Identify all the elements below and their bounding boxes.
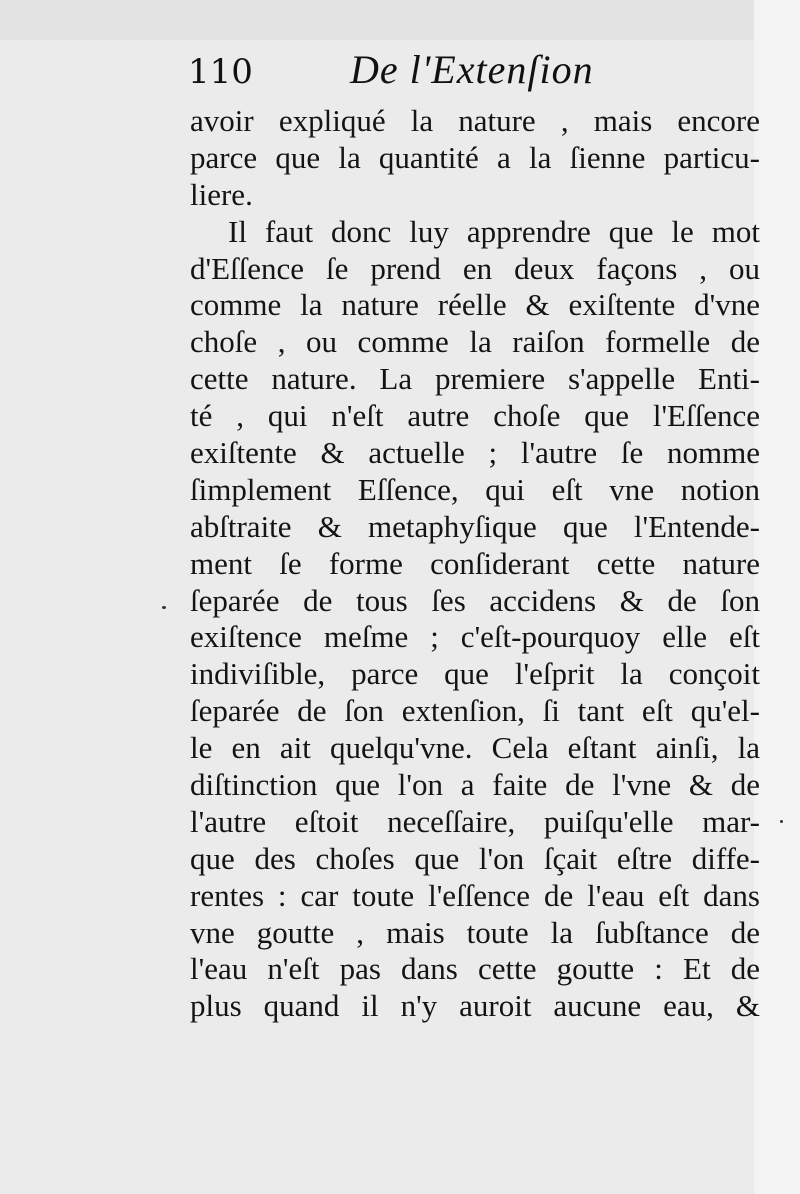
text-line: té , qui n'eſt autre choſe que l'Eſſence [190,398,760,434]
text-line: Il faut donc luy apprendre que le mot [228,213,760,249]
page-right-margin [754,0,800,1194]
text-line: que des choſes que l'on ſçait eſtre diffe- [190,840,760,876]
text-line: comme la nature réelle & exiſtente d'vne [190,287,760,323]
text-line: vne goutte , mais toute la ſubſtance de [190,914,760,950]
page-top-shading [0,0,800,40]
text-line: parce que la quantité a la ſienne particu- [190,139,760,175]
text-line: avoir expliqué la nature , mais encore [190,103,760,138]
text-line: d'Eſſence ſe prend en deux façons , ou [190,250,760,286]
text-line: liere. [190,176,253,212]
text-line: exiſtence meſme ; c'eſt-pourquoy elle eſt [190,619,760,655]
text-line: ment ſe forme conſiderant cette nature [190,545,760,581]
text-line: indiviſible, parce que l'eſprit la conçoit [190,656,760,692]
body-text [190,103,760,1025]
text-line: plus quand il n'y auroit aucune eau, & [190,988,760,1024]
text-line: choſe , ou comme la raiſon formelle de [190,324,760,360]
paper-speck [162,606,166,609]
text-line: ſeparée de ſon extenſion, ſi tant eſt qu'el- [190,693,760,729]
text-line: ſimplement Eſſence, qui eſt vne notion [190,471,760,507]
text-line: le en ait quelqu'vne. Cela eſtant ainſi, la [190,730,760,766]
text-line: abſtraite & metaphyſique que l'Entende- [190,508,760,544]
paper-speck [780,820,783,823]
text-line: diſtinction que l'on a faite de l'vne & de [190,767,760,803]
text-line: l'autre eſtoit neceſſaire, puiſqu'elle mar- [190,803,760,839]
text-line: exiſtente & actuelle ; l'autre ſe nomme [190,435,760,471]
running-title: De l'Extenſion [350,47,594,92]
text-line: cette nature. La premiere s'appelle Enti- [190,361,760,397]
page-number: 110 [188,52,253,92]
text-line: l'eau n'eſt pas dans cette goutte : Et de [190,951,760,987]
text-line: ſeparée de tous ſes accidens & de ſon [190,582,760,618]
text-line: rentes : car toute l'eſſence de l'eau eſt dans [190,877,760,913]
